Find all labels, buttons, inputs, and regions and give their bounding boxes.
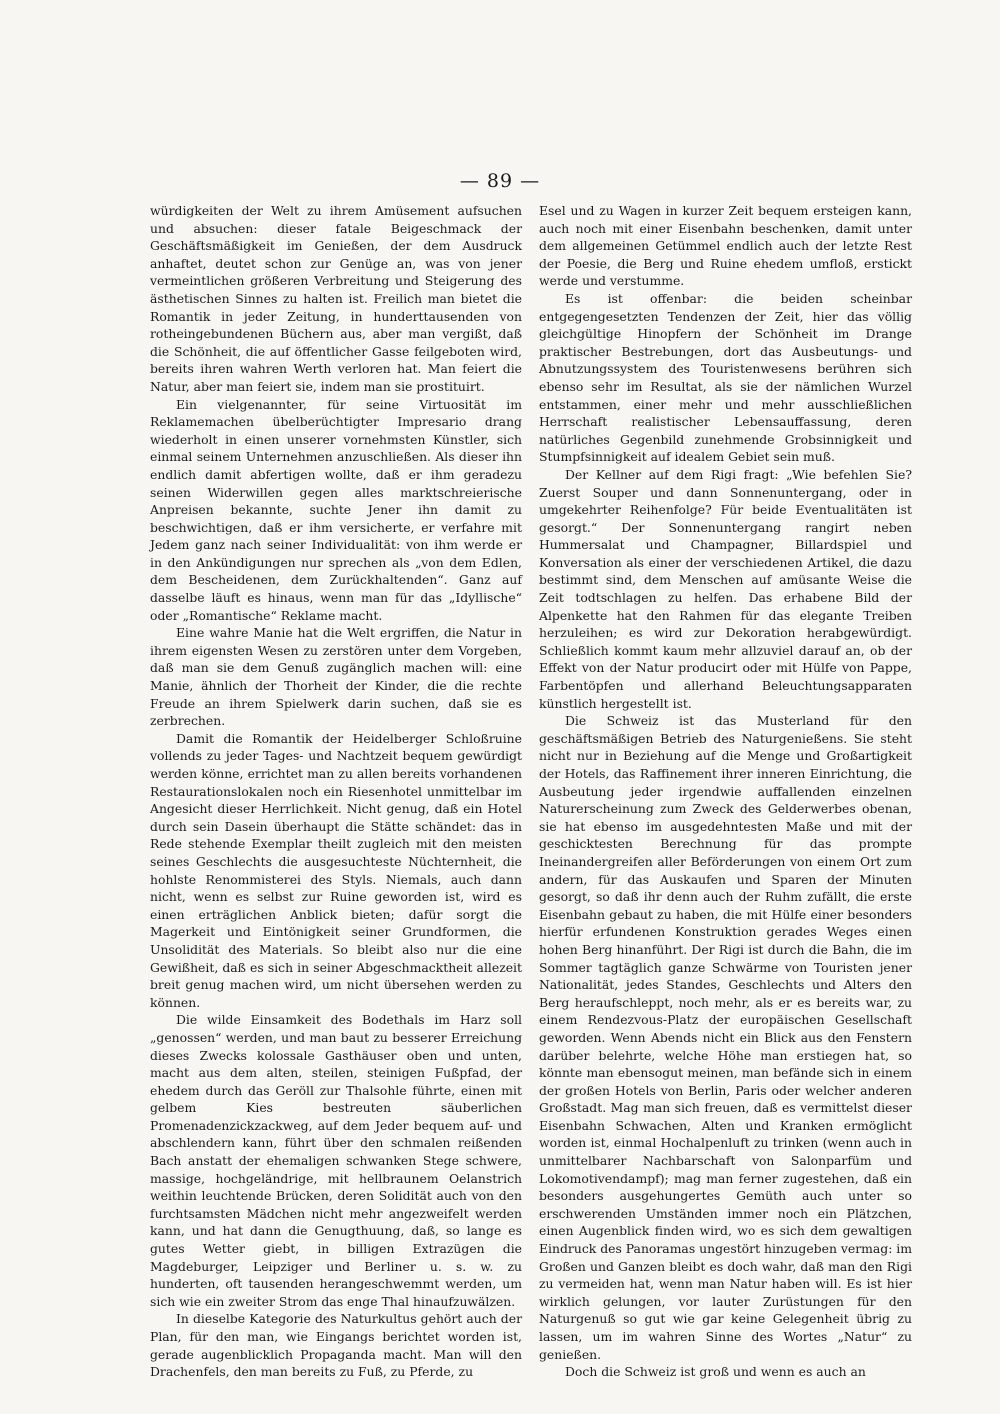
paragraph: Damit die Romantik der Heidelberger Schloßruine vollends zu jeder Tages- und Nachtzeit bequem gewürdigt werden könne, errichtet man zu allen bereits vorhandenen Restaurationslokalen noch ein Riesenhotel unmittelbar im Angesicht dieser Herrlichkeit. Nicht genug, daß ein Hotel durch sein Dasein überhaupt die Stätte schändet: das in Rede stehende Exemplar theilt zugleich mit den meisten seines Geschlechts die ausgesuchteste Nüchternheit, die hohlste Renommisterei des Styls. Niemals, auch dann nicht, wenn es selbst zur Ruine geworden ist, wird es einen erträglichen Anblick bieten; dafür sorgt die Magerkeit und Eintönigkeit seiner Grundformen, die Unsolidität des Materials. So bleibt also nur die eine Gewißheit, daß es sich in seiner Abgeschmacktheit allezeit breit genug machen wird, um nicht übersehen werden zu können. bbox=[150, 730, 522, 1010]
paragraph: Ein vielgenannter, für seine Virtuosität im Reklamemachen übelberüchtigter Impresario drang wiederholt in einen unserer vornehmsten Künstler, sich einmal seinem Unternehmen anzuschließen. Als dieser ihn endlich damit abfertigen wollte, daß er ihm geradezu seinen Widerwillen gegen alles marktschreierische Anpreisen bekannte, suchte Jener ihn damit zu beschwichtigen, daß er ihm versicherte, er verfahre mit Jedem ganz nach seiner Individualität: von ihm werde er in den Ankündigungen nur sprechen als „von dem Edlen, dem Bescheidenen, dem Zurückhaltenden“. Ganz auf dasselbe läuft es hinaus, wenn man für das „Idyllische“ oder „Romantische“ Reklame macht. bbox=[150, 396, 522, 623]
left-column bbox=[150, 202, 522, 1381]
paragraph: In dieselbe Kategorie des Naturkultus gehört auch der Plan, für den man, wie Eingangs berichtet worden ist, gerade augenblicklich Propaganda macht. Man will den Drachenfels, den man bereits zu Fuß, zu Pferde, zu bbox=[150, 1311, 522, 1380]
page-number: — 89 — bbox=[459, 170, 541, 192]
paragraph: Es ist offenbar: die beiden scheinbar entgegengesetzten Tendenzen der Zeit, hier das völlig gleichgültige Hinopfern der Schönheit im Drange praktischer Bestrebungen, dort das Ausbeutungs- und Abnutzungssystem des Touristenwesens berühren sich ebenso sehr im Resultat, als sie der nämlichen Wurzel entstammen, einer mehr und mehr ausschließlichen Herrschaft realistischer Lebensauffassung, deren natürliches Gegenbild zunehmende Grobsinnigkeit und Stumpfsinnigkeit auf idealem Gebiet sein muß. bbox=[539, 290, 912, 465]
paragraph: Die Schweiz ist das Musterland für den geschäftsmäßigen Betrieb des Naturgenießens. Sie steht nicht nur in Beziehung auf die Menge und Großartigkeit der Hotels, das Raffinement ihrer inneren Einrichtung, die Ausbeutung jeder irgendwie auffallenden einzelnen Naturerscheinung zum Zweck des Gelderwerbes obenan, sie hat ebenso im ausgedehntesten Maße und mit der geschicktesten Berechnung für das prompte Ineinandergreifen aller Beförderungen von einem Ort zum andern, für das Auskaufen und Sparen der Minuten gesorgt, so daß ihr denn auch der Ruhm zufällt, die erste Eisenbahn gebaut zu haben, die mit Hülfe einer besonders hierfür erfundenen Konstruktion gerades Weges einen hohen Berg hinanführt. Der Rigi ist durch die Bahn, die im Sommer tagtäglich ganze Schwärme von Touristen jener Nationalität, jedes Standes, Geschlechts und Alters den Berg heraufschleppt, noch mehr, als er es bereits war, zu einem Rendezvous-Platz der europäischen Gesellschaft geworden. Wenn Abends nicht ein Blick aus den Fenstern darüber belehrte, welche Höhe man erstiegen hat, so könnte man ebensogut meinen, man befände sich in einem der großen Hotels von Berlin, Paris oder welcher anderen Großstadt. Mag man sich freuen, daß es vermittelst dieser Eisenbahn Schwachen, Alten und Kranken ermöglicht worden ist, einmal Hochalpenluft zu trinken (wenn auch in unmittelbarer Nachbarschaft von Salonparfüm und Lokomotivendampf); mag man ferner zugestehen, daß ein besonders ausgehungertes Gemüth auch unter so erschwerenden Umständen immer noch ein Plätzchen, einen Augenblick finden wird, wo es sich dem gewaltigen Eindruck des Panoramas ungestört hinzugeben vermag: im Großen und Ganzen bleibt es doch wahr, daß man den Rigi zu vermeiden hat, wenn man Natur haben will. Es ist hier wirklich gelungen, vor lauter Zurüstungen für den Naturgenuß so gut wie gar keine Gelegenheit übrig zu lassen, um im wahren Sinne des Wortes „Natur“ zu genießen. bbox=[539, 713, 913, 1362]
paragraph: würdigkeiten der Welt zu ihrem Amüsement aufsuchen und absuchen: dieser fatale Beigeschmack der Geschäftsmäßigkeit im Genießen, der dem Ausdruck anhaftet, deutet schon zur Genüge an, was von jener vermeintlichen größeren Verbreitung und Steigerung des ästhetischen Sinnes zu halten ist. Freilich man bietet die Romantik in jeder Zeitung, in hunderttausenden von rotheingebundenen Büchern aus, aber man vergißt, daß die Schönheit, die auf öffentlicher Gasse feilgeboten wird, bereits ihren wahren Werth verloren hat. Man feiert die Natur, aber man feiert sie, indem man sie prostituirt. bbox=[150, 203, 522, 394]
paragraph: Die wilde Einsamkeit des Bodethals im Harz soll „genossen“ werden, und man baut zu besserer Erreichung dieses Zwecks kolossale Gasthäuser oben und unten, macht aus dem alten, steilen, steinigen Fußpfad, der ehedem durch das Geröll zur Thalsohle führte, einen mit gelbem Kies bestreuten säuberlichen Promenadenzickzackweg, auf dem Jeder bequem auf- und abschlendern kann, führt über den schmalen reißenden Bach anstatt der ehemaligen schwanken Stege schwere, massige, hochgeländrige, mit hellbraunem Oelanstrich weithin leuchtende Brücken, deren Solidität auch von den furchtsamsten Mädchen nicht mehr angezweifelt werden kann, und hat dann die Genugthuung, daß, so lange es gutes Wetter giebt, in billigen Extrazügen die Magdeburger, Leipziger und Berliner u. s. w. zu hunderten, oft tausenden herangeschwemmt werden, um sich wie ein zweiter Strom das enge Thal hinaufzuwälzen. bbox=[150, 1012, 522, 1309]
paragraph: Esel und zu Wagen in kurzer Zeit bequem ersteigen kann, auch noch mit einer Eisenbahn beschenken, damit unter dem allgemeinen Getümmel endlich auch der letzte Rest der Poesie, die Berg und Ruine ehedem umfloß, erstickt werde und verstumme. bbox=[539, 203, 912, 289]
paragraph: Eine wahre Manie hat die Welt ergriffen, die Natur in ihrem eigensten Wesen zu zerstören unter dem Vorgeben, daß man sie dem Genuß zugänglich machen will: eine Manie, ähnlich der Thorheit der Kinder, die die rechte Freude an ihrem Spielwerk darin suchen, daß sie es zerbrechen. bbox=[150, 625, 522, 729]
paragraph: Der Kellner auf dem Rigi fragt: „Wie befehlen Sie? Zuerst Souper und dann Sonnenuntergang, oder in umgekehrter Reihenfolge? Für beide Eventualitäten ist gesorgt.“ Der Sonnenuntergang rangirt neben Hummersalat und Champagner, Billardspiel und Konversation als einer der verschiedenen Artikel, die dazu bestimmt sind, dem Menschen auf amüsante Weise die Zeit todtschlagen zu helfen. Das erhabene Bild der Alpenkette hat den Rahmen für das elegante Treiben herzuleihen; es wird zur Dekoration herabgewürdigt. Schließlich kommt kaum mehr allzuviel darauf an, ob der Effekt von der Natur producirt oder mit Hülfe von Pappe, Farbentöpfen und allerhand Beleuchtungsapparaten künstlich hergestellt ist. bbox=[539, 466, 912, 711]
right-column bbox=[539, 202, 912, 1381]
paragraph: Doch die Schweiz ist groß und wenn es auch an bbox=[565, 1364, 866, 1380]
